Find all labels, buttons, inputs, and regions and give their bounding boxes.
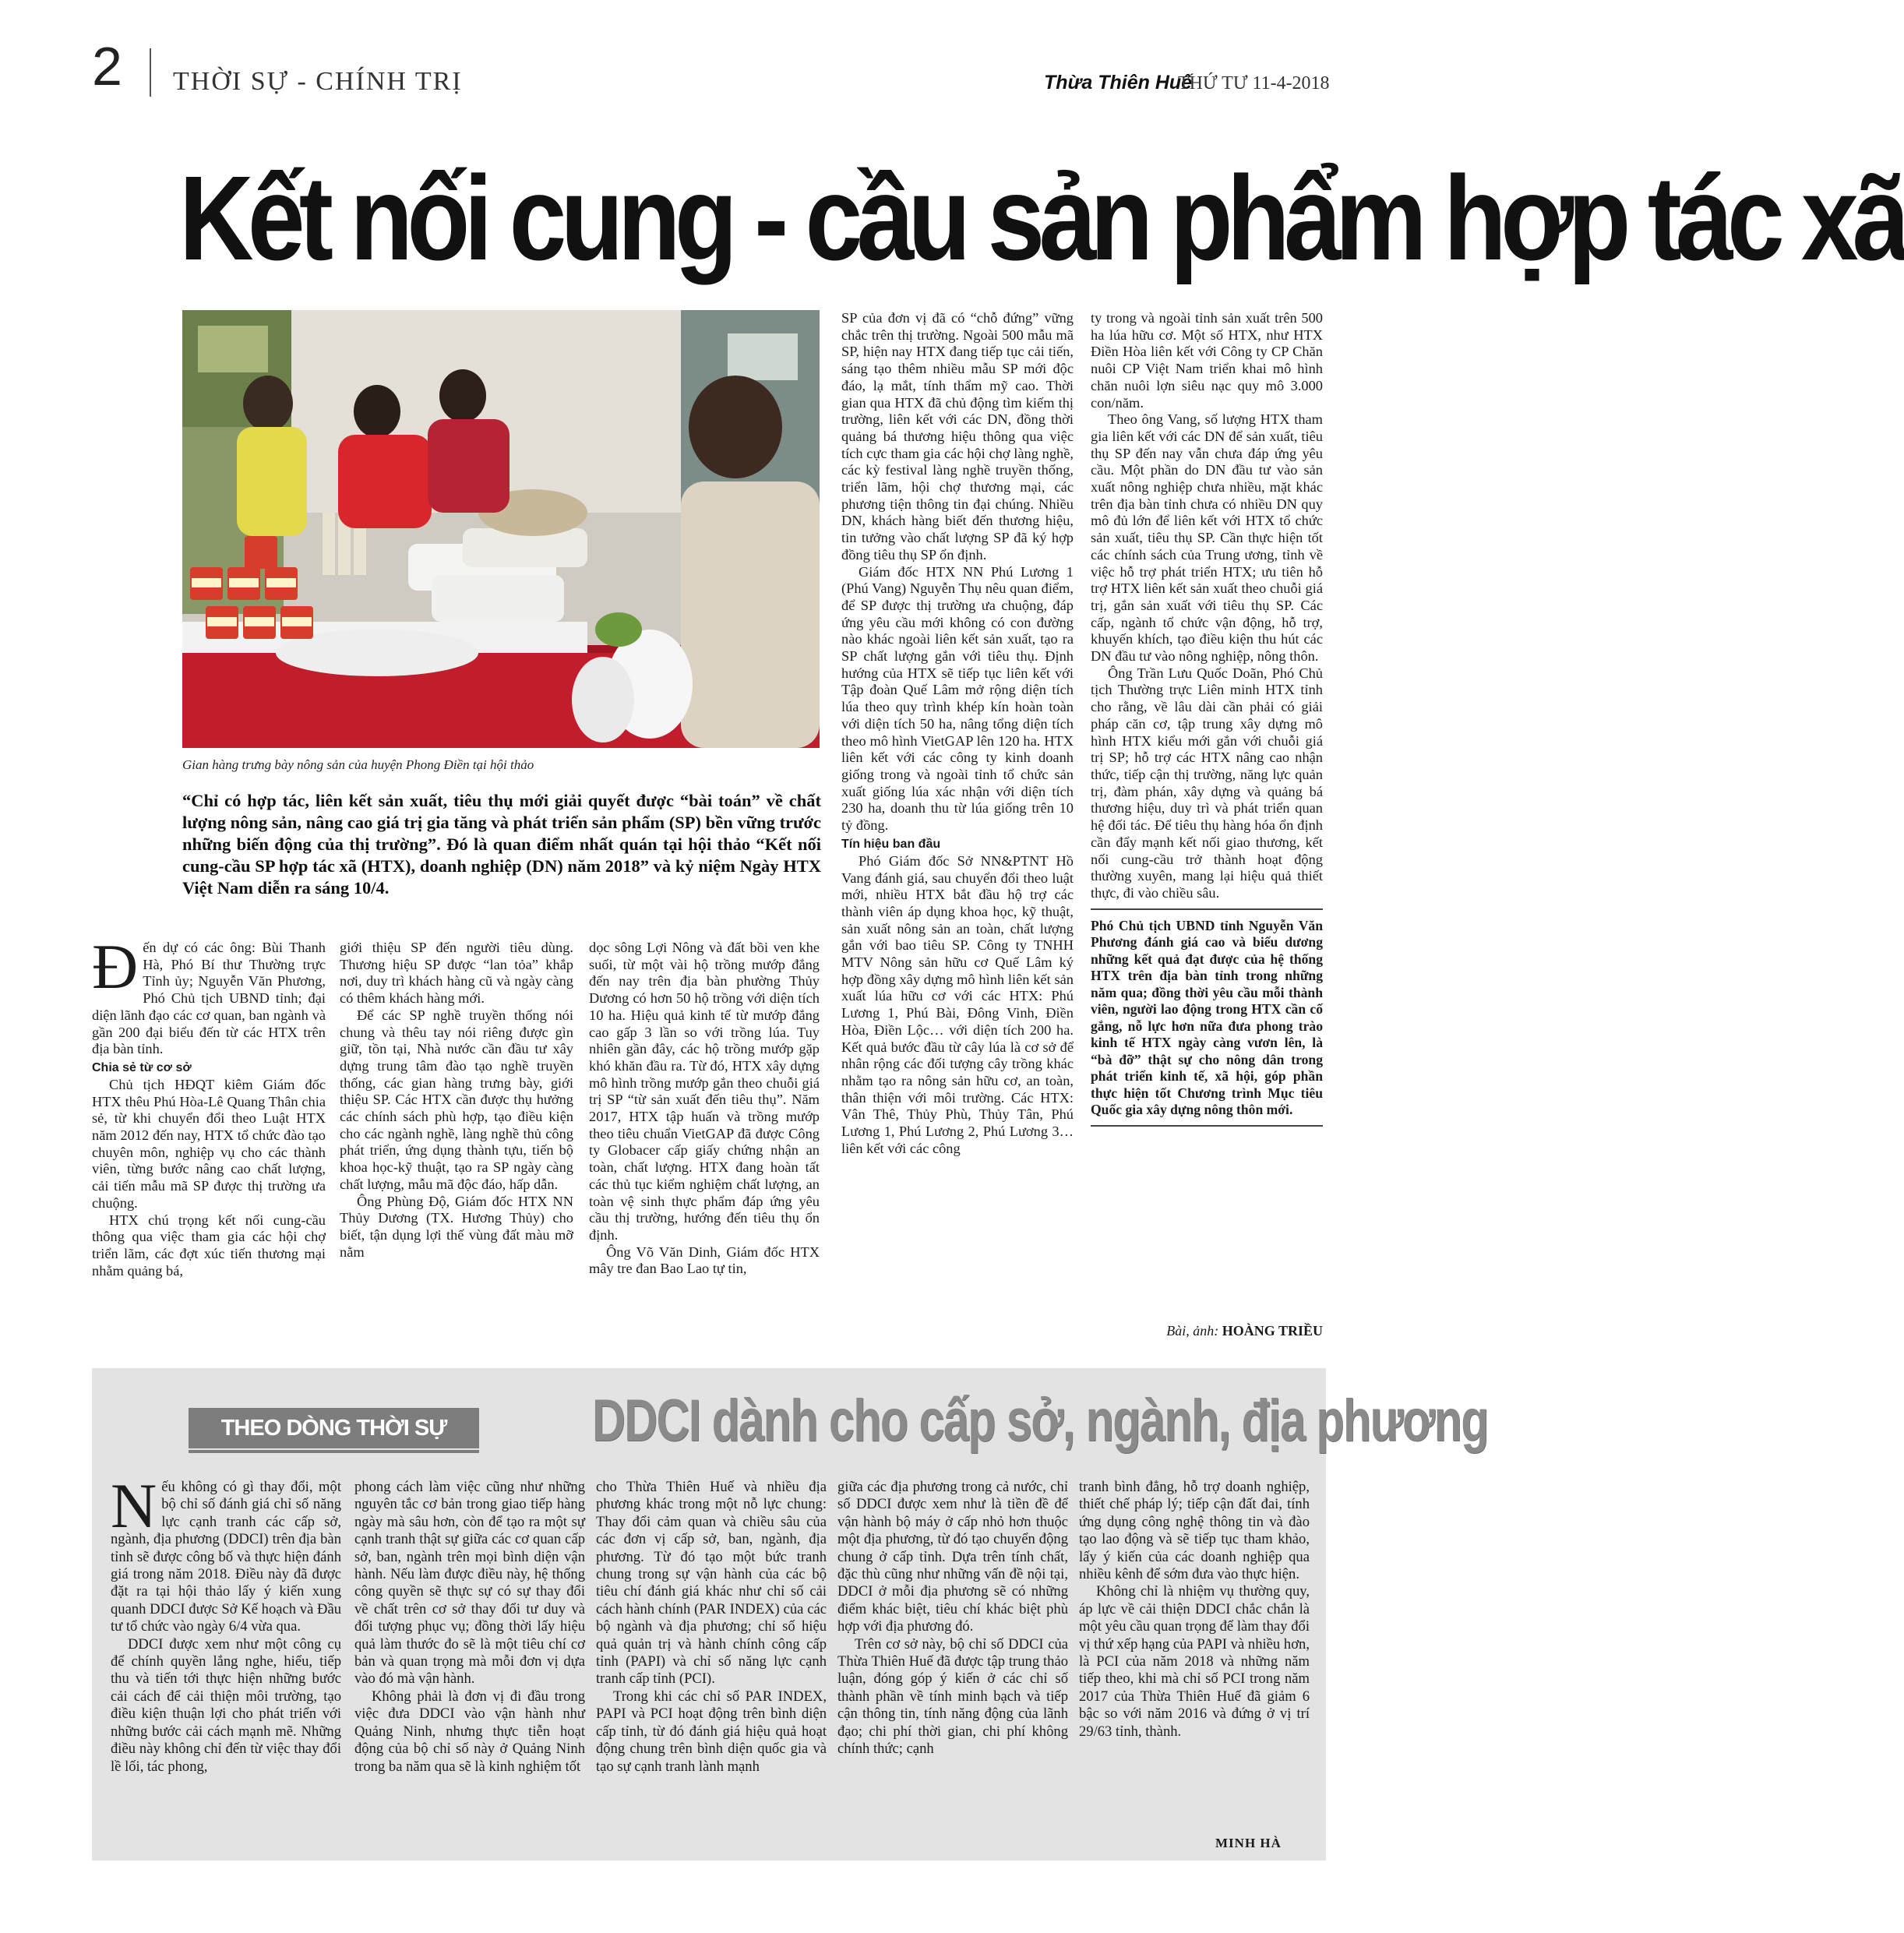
paragraph: Trong khi các chỉ số PAR INDEX, PAPI và PCI hoạt động trên bình diện cấp tỉnh, từ đó đánh giá hiệu quả hoạt động chung trên bình diện quốc gia và tạo sự cạnh tranh lành mạnh [596,1688,827,1775]
paragraph: ty trong và ngoài tỉnh sản xuất trên 500 ha lúa hữu cơ. Một số HTX, như HTX Điền Hòa liên kết với Công ty CP Chăn nuôi CP Việt Nam triển khai mô hình chăn nuôi lợn siêu nạc quy mô 3.000 con/năm. [1091,310,1323,411]
article-column-4 [841,310,1074,1362]
drop-cap: Đ [92,931,139,1002]
header-divider [150,48,151,97]
article-column-5 [1091,310,1323,1323]
photo-caption: Gian hàng trưng bày nông sản của huyện Phong Điền tại hội thảo [182,757,534,772]
paragraph: Chủ tịch HĐQT kiêm Giám đốc HTX thêu Phú Hòa-Lê Quang Thân chia sẻ, từ khi chuyển đổi theo Luật HTX năm 2012 đến nay, HTX tổ chức đào tạo chuyên môn, nghiệp vụ cho các thành viên, từng bước nâng cao chất lượng, cải tiến mẫu mã SP được thị trường ưa chuộng. [92,1076,326,1211]
box-column-3 [596,1479,827,1851]
box-section-tag: THEO DÒNG THỜI SỰ [189,1408,479,1448]
section-name: THỜI SỰ - CHÍNH TRỊ [173,67,463,96]
paragraph: HTX chú trọng kết nối cung-cầu thông qua việc tham gia các hội chợ triển lãm, các đợt xúc tiến thương mại nhằm quảng bá, [92,1212,326,1279]
quote-divider [1091,908,1323,910]
box-column-2 [354,1479,585,1851]
paragraph: phong cách làm việc cũng như những nguyên tắc cơ bản trong giao tiếp hàng ngày mà sâu hơn, còn để tạo ra một sự cạnh tranh thật sự giữa các cơ quan cấp sở, ban, ngành trên mọi bình diện vận hành. Nếu làm được điều này, hệ thống công quyền sẽ thực sự có sự thay đổi về chất trên cơ sở thay đổi tư duy và đối tượng phục vụ; đồng thời lấy hiệu quả làm thước đo sẽ là một tiêu chí cơ bản và quan trọng mà mỗi đơn vị dựa vào đó mà vận hành. [354,1479,585,1688]
article-photo [182,310,820,748]
publication-name: Thừa Thiên Huế [1044,72,1193,93]
paragraph: Không chỉ là nhiệm vụ thường quy, áp lực về cải thiện DDCI chắc chắn là một yêu cầu quan trọng để làm thay đổi vị thứ xếp hạng của PAPI và nhiều hơn, là PCI của năm 2018 và những năm tiếp theo, khi mà chỉ số PCI trong năm 2017 của Thừa Thiên Huế đã giảm 6 bậc so với năm 2016 và đứng ở vị trí 29/63 tỉnh, thành. [1079,1583,1310,1740]
box-signature: MINH HÀ [1215,1836,1282,1850]
subheading: Tín hiệu ban đầu [841,837,941,851]
article-column-1 [92,931,326,1362]
paragraph: Không phải là đơn vị đi đầu trong việc đưa DDCI vào vận hành như Quảng Ninh, nhưng thực tiễn hoạt động của bộ chỉ số này ở Quảng Ninh trong ba năm qua sẽ là kinh nghiệm tốt [354,1688,585,1775]
box-column-1 [111,1470,341,1851]
article-byline [1150,1323,1323,1339]
paragraph: dọc sông Lợi Nông và đất bồi ven khe suối, từ một vài hộ trồng mướp đắng đến nay trên địa bàn phường Thủy Dương có hơn 50 hộ trồng với diện tích 10 ha. Hiệu quả kinh tế từ mướp đắng cao gấp 3 lần so với trồng lúa. Tuy nhiên gần đây, các hộ trồng mướp gặp khó khăn đầu ra. Từ đó, HTX xây dựng mô hình trồng mướp gắn theo chuỗi giá trị SP “từ sản xuất đến tiêu thụ”. Năm 2017, HTX tập huấn và trồng mướp theo tiêu chuẩn VietGAP đã được Công ty Globacer cấp giấy chứng nhận an toàn, chất lượng. HTX đang hoàn tất các thủ tục kiểm nghiệm chất lượng, an toàn vệ sinh thực phẩm đáp ứng yêu cầu thị trường, hướng đến tiêu thụ ổn định. [589,940,820,1243]
drop-cap: N [111,1470,157,1541]
paragraph: Ông Võ Văn Dinh, Giám đốc HTX mây tre đan Bao Lao tự tin, [589,1243,820,1277]
paragraph: Theo ông Vang, số lượng HTX tham gia liên kết với các DN để sản xuất, tiêu thụ SP đến nay vẫn chưa đáp ứng yêu cầu. Một phần do DN đầu tư vào sản xuất nông nghiệp chưa nhiều, mặt khác trên địa bàn tỉnh chưa có nhiều DN quy mô đủ lớn để liên kết với HTX tổ chức sản xuất, tiêu thụ SP. Cần thực hiện tốt các chính sách của Trung ương, tỉnh về việc hỗ trợ phát triển HTX; ưu tiên hỗ trợ HTX liên kết sản xuất theo chuỗi giá trị, gắn sản xuất với tiêu thụ SP. Các cấp, ngành tổ chức vận động, hỗ trợ, khuyến khích, tạo điều kiện thu hút các DN đầu tư vào nông nghiệp, nông thôn. [1091,411,1323,665]
quote-divider [1091,1125,1323,1127]
paragraph: giới thiệu SP đến người tiêu dùng. Thương hiệu SP được “lan tỏa” khắp nơi, duy trì khách hàng cũ và ngày càng có thêm khách hàng mới. [340,940,573,1007]
article-lead: “Chỉ có hợp tác, liên kết sản xuất, tiêu thụ mới giải quyết được “bài toán” về chất lượng nông sản, nâng cao giá trị gia tăng và phát triển sản phẩm (SP) bền vững trước những biến động của thị trường”. Đó là quan điểm nhất quán tại hội thảo “Kết nối cung-cầu SP hợp tác xã (HTX), doanh nghiệp (DN) năm 2018” và kỷ niệm Ngày HTX Việt Nam diễn ra sáng 10/4. [182,791,821,898]
paragraph: Để các SP nghề truyền thống nói chung và thêu tay nói riêng được gìn giữ, tồn tại, Nhà nước cần đầu tư xây dựng trung tâm đào tạo nghề truyền thống, các gian hàng trưng bày, giới thiệu SP. Các HTX cần được thụ hưởng các chính sách phù hợp, tạo điều kiện cho các ngành nghề, làng nghề thủ công phát triển, ứng dụng thành tựu, tiến bộ khoa học-kỹ thuật, tạo ra SP ngày càng chất lượng, mẫu mã độc đáo, hấp dẫn. [340,1007,573,1192]
paragraph: DDCI được xem như một công cụ để chính quyền lắng nghe, hiểu, tiếp thu và tiến tới thực hiện những bước cải cách để cải thiện môi trường, tạo điều kiện thuận lợi cho phát triển với những bước cải cách mạnh mẽ. Những điều này không chỉ đến từ việc thay đổi lề lối, tác phong, [111,1635,341,1775]
pull-quote: Phó Chủ tịch UBND tỉnh Nguyễn Văn Phương đánh giá cao và biểu dương những kết quả đạt được của hệ thống HTX trên địa bàn tỉnh trong những năm qua; đồng thời yêu cầu mỗi thành viên, người lao động trong HTX cần cố gắng, nỗ lực hơn nữa đưa phong trào kinh tế HTX ngày càng vươn lên, là “bà đỡ” thật sự cho nông dân trong phát triển kinh tế, xã hội, góp phần thực hiện tốt Chương trình Mục tiêu Quốc gia xây dựng nông thôn mới. [1091,917,1323,1118]
paragraph: Phó Giám đốc Sở NN&PTNT Hồ Vang đánh giá, sau chuyển đổi theo luật mới, nhiều HTX bắt đầu hộ trợ các thành viên áp dụng khoa học, kỹ thuật, sản xuất nông sản an toàn, chất lượng gắn với bao tiêu SP. Công ty TNHH MTV Nông sản hữu cơ Quế Lâm ký hợp đồng xây dựng mô hình liên kết sản xuất lúa hữu cơ với các HTX: Phú Lương 1, Phú Bài, Đông Vinh, Điền Hòa, Điền Lộc… với diện tích 200 ha. Kết quả bước đầu từ cây lúa là cơ sở để nhân rộng các đối tượng cây trồng khác nhằm tạo ra nông sản hữu cơ, an toàn, thân thiện với môi trường. Các HTX: Vân Thê, Thủy Phù, Thủy Tân, Phú Lương 1, Phú Lương 2, Phú Lương 3… liên kết với các công [841,852,1074,1156]
paragraph: tranh bình đẳng, hỗ trợ doanh nghiệp, thiết chế pháp lý; tiếp cận đất đai, tính ứng dụng công nghệ thông tin và đào tạo lao động và sẽ tiếp tục tham khảo, lấy ý kiến của các doanh nghiệp qua nhiều kênh để sớm đưa vào thực hiện. [1079,1479,1310,1583]
box-column-5 [1079,1479,1310,1829]
article-headline: Kết nối cung - cầu sản phẩm hợp tác xã [179,151,1904,285]
paragraph: Ông Phùng Độ, Giám đốc HTX NN Thủy Dương (TX. Hương Thủy) cho biết, tận dụng lợi thế vùng đất màu mỡ nằm [340,1193,573,1260]
page-number: 2 [92,36,122,97]
paragraph: giữa các địa phương trong cả nước, chỉ số DDCI được xem như là tiền đề để vận hành bộ máy ở cấp nhỏ hơn thuộc một địa phương, từ đó tạo chuyển động chung ở cấp tỉnh. Dựa trên tính chất, đặc thù cũng như những vấn đề nội tại, DDCI ở mỗi địa phương sẽ có những điểm khác biệt, tiêu chí khác biệt phù hợp với địa phương đó. [837,1479,1068,1635]
paragraph: ến dự có các ông: Bùi Thanh Hà, Phó Bí thư Thường trực Tỉnh ủy; Nguyễn Văn Phương, Phó Chủ tịch UBND tỉnh; đại diện lãnh đạo các cơ quan, ban ngành và gần 200 đại biểu đến từ các HTX trên địa bàn tỉnh. [92,940,326,1057]
article-column-2 [340,940,573,1362]
paragraph: ếu không có gì thay đổi, một bộ chỉ số đánh giá chỉ số năng lực cạnh tranh các cấp sở, ngành, địa phương (DDCI) trên địa bàn tỉnh sẽ được công bố và thực hiện đánh giá trong năm 2018. Điều này đã được đặt ra tại hội thảo lấy ý kiến xung quanh DDCI được Sở Kế hoạch và Đầu tư tổ chức vào ngày 6/4 vừa qua. [111,1479,341,1635]
box-column-4 [837,1479,1068,1851]
paragraph: SP của đơn vị đã có “chỗ đứng” vững chắc trên thị trường. Ngoài 500 mẫu mã SP, hiện nay HTX đang tiếp tục cải tiến, sáng tạo thêm nhiều mẫu SP mới độc đáo, lạ mắt, tính thẩm mỹ cao. Thời gian qua HTX đã chủ động tìm kiếm thị trường, liên kết với các DN, đồng thời quảng bá thương hiệu thông qua việc tích cực tham gia các hội chợ làng nghề, các kỳ festival làng nghề truyền thống, triển lãm, hội chợ thương mại, các phương tiện thông tin đại chúng. Nhiều DN, khách hàng biết đến thương hiệu, tin tưởng vào chất lượng SP đã ký hợp đồng tiêu thụ SP ổn định. [841,310,1074,563]
box-headline: DDCI dành cho cấp sở, ngành, địa phương [592,1388,1488,1454]
paragraph: Giám đốc HTX NN Phú Lương 1 (Phú Vang) Nguyễn Thụ nêu quan điểm, để SP được thị trường ưa chuộng, đáp ứng yêu cầu mới không có con đường nào khác ngoài liên kết sản xuất, tạo ra SP chất lượng gắn với tiêu thụ. Định hướng của HTX sẽ tiếp tục liên kết với Tập đoàn Quế Lâm mở rộng diện tích lúa theo quy trình khép kín hoàn toàn với diện tích 50 ha, nâng tổng diện tích theo mô hình VietGAP lên 120 ha. HTX liên kết với các công ty kinh doanh giống trong và ngoài tỉnh tổ chức sản xuất giống lúa xác nhận với diện tích 230 ha, doanh thu từ lúa giống trên 10 tỷ đồng. [841,563,1074,834]
byline-author: HOÀNG TRIỀU [1222,1323,1323,1339]
paragraph: Trên cơ sở này, bộ chỉ số DDCI của Thừa Thiên Huế đã được tập trung thảo luận, đóng góp ý kiến ở các chỉ số thành phần về tính minh bạch và tiếp cận thông tin, tính năng động của lãnh đạo; chi phí thời gian, chi phí không chính thức; cạnh [837,1635,1068,1758]
paragraph: Ông Trần Lưu Quốc Doãn, Phó Chủ tịch Thường trực Liên minh HTX tỉnh cho rằng, về lâu dài cần phải có giải pháp căn cơ, tập trung xây dựng mô hình HTX kiểu mới gắn với chuỗi giá trị SP; hỗ trợ các HTX nâng cao nhận thức, tiếp cận thị trường, năng lực quản trị, đàm phán, xây dựng và quảng bá thương hiệu, duy trì và phát triển quan hệ đối tác. Để tiêu thụ hàng hóa ổn định cần đẩy mạnh kết nối giao thương, kết nối cung-cầu trở thành hoạt động thường xuyên, mang lại hiệu quả thiết thực, đi vào chiều sâu. [1091,665,1323,901]
issue-date: THỨ TƯ 11-4-2018 [1178,73,1330,93]
subheading: Chia sẻ từ cơ sở [92,1060,192,1074]
article-column-3 [589,940,820,1362]
paragraph: cho Thừa Thiên Huế và nhiều địa phương khác trong một nỗ lực chung: Thay đổi cảm quan và chiều sâu của các đơn vị cấp sở, ban, ngành, địa phương. Từ đó tạo một bức tranh chung trong sự vận hành của các bộ tiêu chí đánh giá khác như chỉ số cải cách hành chính (PAR INDEX) của các bộ ngành và địa phương; chỉ số hiệu quả quản trị và hành chính công cấp tỉnh (PAPI) và chỉ số năng lực cạnh tranh cấp tỉnh (PCI). [596,1479,827,1688]
byline-label: Bài, ảnh: [1166,1323,1219,1339]
